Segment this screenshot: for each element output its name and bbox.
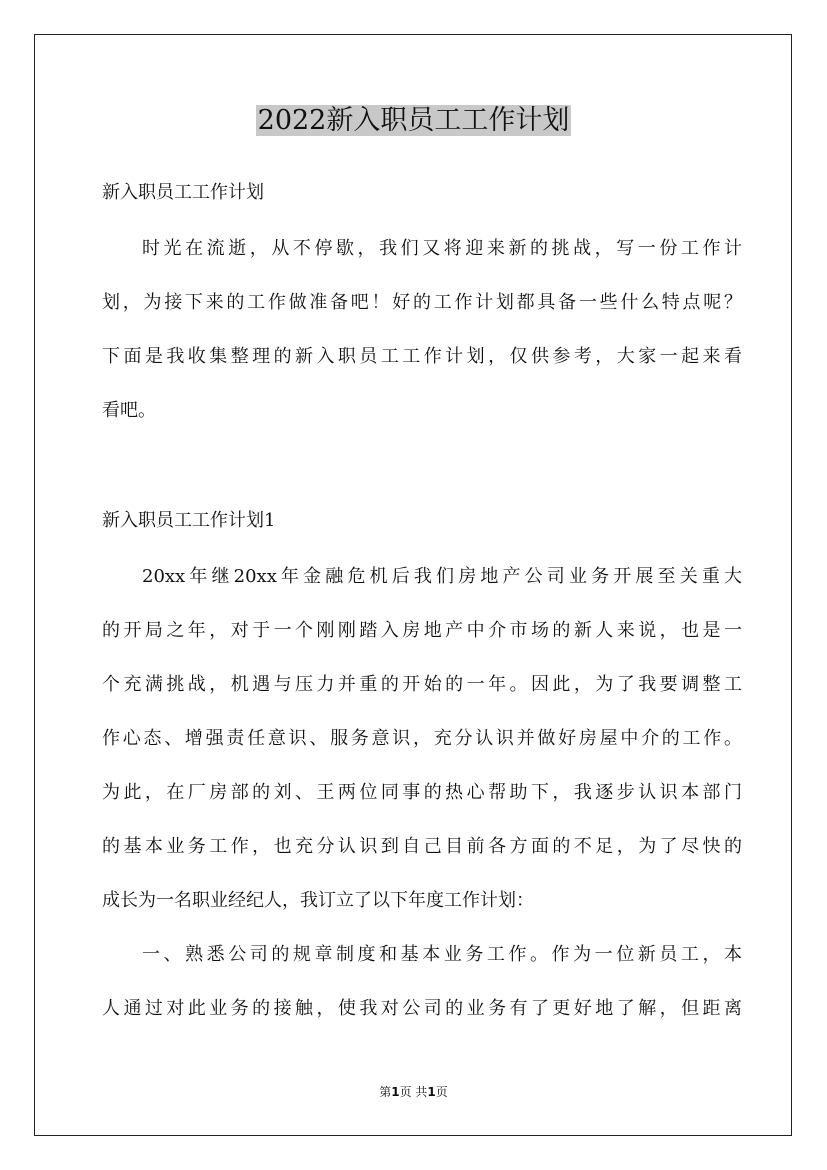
page-footer xyxy=(0,1082,827,1102)
section-1-line-6: 的基本业务工作，也充分认识到自己目前各方面的不足，为了尽快的 xyxy=(102,836,742,857)
footer-page-mid: 页 共 xyxy=(399,1085,428,1099)
section-1-line-3: 个充满挑战，机遇与压力并重的开始的一年。因此，为了我要调整工 xyxy=(102,674,742,695)
footer-page-current: 1 xyxy=(391,1085,400,1099)
point-1-line-1: 一、熟悉公司的规章制度和基本业务工作。作为一位新员工，本 xyxy=(142,944,742,965)
section-1-line-7: 成长为一名职业经纪人，我订立了以下年度工作计划： xyxy=(102,890,534,911)
intro-line-3: 下面是我收集整理的新入职员工工作计划，仅供参考，大家一起来看 xyxy=(102,346,742,367)
section-1-line-1: 20xx年继20xx年金融危机后我们房地产公司业务开展至关重大 xyxy=(142,566,742,587)
section-1-heading: 新入职员工工作计划1 xyxy=(102,510,276,531)
section-1-line-5: 为此，在厂房部的刘、王两位同事的热心帮助下，我逐步认识本部门 xyxy=(102,782,742,803)
intro-line-4: 看吧。 xyxy=(102,400,156,421)
document-subtitle: 新入职员工工作计划 xyxy=(102,182,264,203)
footer-page-prefix: 第 xyxy=(379,1085,392,1099)
document-title: 2022新入职员工工作计划 xyxy=(257,105,570,136)
footer-page-total: 1 xyxy=(427,1085,436,1099)
footer-page-suffix: 页 xyxy=(435,1085,448,1099)
intro-line-1: 时光在流逝，从不停歇，我们又将迎来新的挑战，写一份工作计 xyxy=(142,238,742,259)
point-1-line-2: 人通过对此业务的接触，使我对公司的业务有了更好地了解，但距离 xyxy=(102,998,742,1019)
intro-line-2: 划，为接下来的工作做准备吧！好的工作计划都具备一些什么特点呢？ xyxy=(102,292,742,313)
section-1-line-2: 的开局之年，对于一个刚刚踏入房地产中介市场的新人来说，也是一 xyxy=(102,620,742,641)
section-1-line-4: 作心态、增强责任意识、服务意识，充分认识并做好房屋中介的工作。 xyxy=(102,728,742,749)
